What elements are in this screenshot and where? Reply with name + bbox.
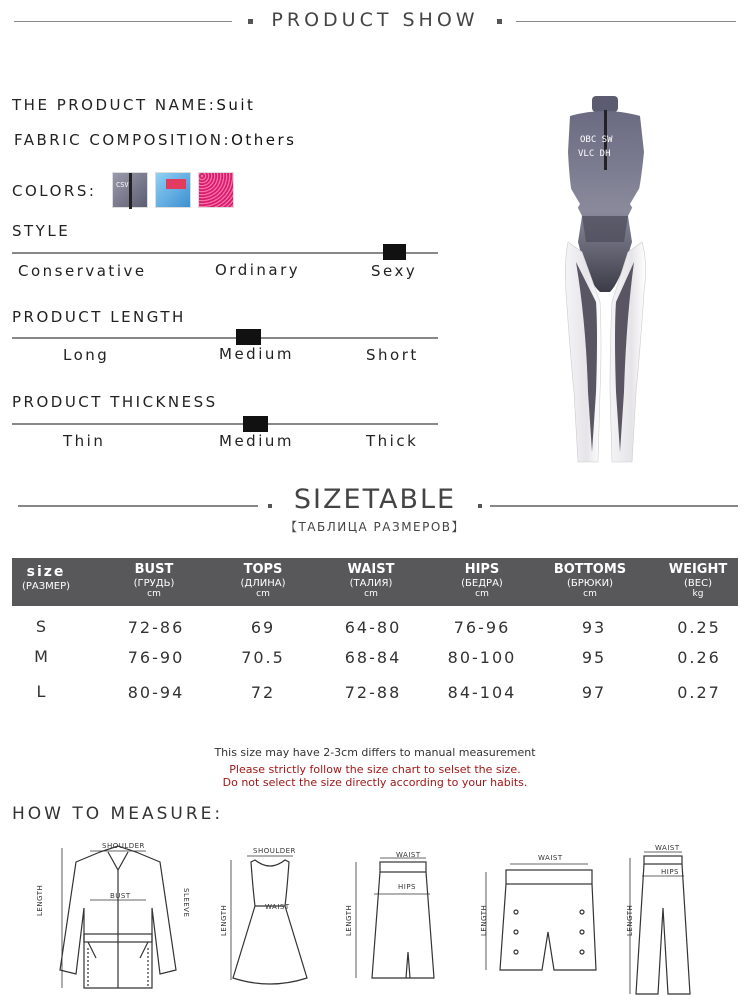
dress-shoulder-label: SHOULDER [253, 847, 296, 855]
cell-tops: 69 [250, 618, 276, 637]
colors-label: COLORS: [12, 182, 97, 200]
page-title: PRODUCT SHOW [271, 9, 479, 31]
cell-waist: 68-84 [344, 648, 402, 667]
cell-waist: 72-88 [344, 683, 402, 702]
size-warning-line1: Please strictly follow the size chart to selset the size. [229, 763, 521, 776]
jacket-shoulder-label: SHOULDER [102, 842, 145, 850]
product-name-value: Suit [216, 96, 256, 114]
col-header-bust [104, 558, 204, 606]
col-waist-ru: (ТАЛИЯ) [349, 578, 393, 589]
jacket-sleeve-label: SLEEVE [182, 888, 190, 918]
cell-size: M [34, 647, 50, 666]
fabric-value: Others [231, 131, 297, 149]
style-option-sexy: Sexy [371, 262, 418, 280]
dress-length-label: LENGTH [220, 904, 228, 936]
cell-bottoms: 95 [581, 648, 607, 667]
col-header-bottoms [540, 558, 640, 606]
cell-bust: 80-94 [127, 683, 185, 702]
pants-hips-label: HIPS [661, 868, 679, 876]
skirt-hips-label: HIPS [398, 883, 416, 891]
col-bottoms-ru: (БРЮКИ) [566, 578, 614, 589]
col-tops-ru: (ДЛИНА) [240, 578, 286, 589]
fabric-label: FABRIC COMPOSITION: [14, 131, 232, 149]
thickness-option-thick: Thick [366, 432, 419, 450]
scale-line-style [12, 252, 438, 254]
shorts-length-label: LENGTH [480, 904, 488, 936]
color-swatch-pink[interactable] [198, 172, 234, 208]
jacket-bust-label: BUST [110, 892, 131, 900]
col-header-size [12, 558, 80, 606]
size-table-header [12, 558, 738, 606]
measurement-note: This size may have 2-3cm differs to manual measurement [214, 746, 536, 759]
sizetable-subtitle: 【ТАБЛИЦА РАЗМЕРОВ】 [284, 520, 466, 534]
product-name-label: THE PRODUCT NAME: [12, 96, 217, 114]
cell-bust: 72-86 [127, 618, 185, 637]
col-header-waist [321, 558, 421, 606]
jacket-diagram [48, 838, 198, 998]
length-option-short: Short [366, 346, 419, 364]
style-option-ordinary: Ordinary [215, 261, 301, 279]
col-size-ru: (РАЗМЕР) [21, 581, 71, 592]
jacket-length-label: LENGTH [36, 884, 44, 916]
col-header-hips [432, 558, 532, 606]
col-weight-ru: (ВЕС) [684, 578, 712, 589]
fabric-composition [14, 131, 296, 149]
scale-title-style: STYLE [12, 222, 71, 240]
scale-marker-length [236, 329, 261, 345]
thickness-option-thin: Thin [63, 432, 106, 450]
col-header-weight [652, 558, 744, 606]
col-hips-ru: (БЕДРА) [461, 578, 503, 589]
header-dot-right [497, 19, 502, 24]
thickness-option-medium: Medium [219, 432, 294, 450]
scale-marker-thickness [243, 416, 268, 432]
sizetable-title: SIZETABLE [293, 484, 457, 515]
col-waist-en: WAIST [347, 562, 395, 577]
col-hips-unit: cm [475, 589, 489, 599]
skirt-length-label: LENGTH [345, 904, 353, 936]
cell-tops: 72 [250, 683, 276, 702]
col-bust-en: BUST [134, 562, 174, 577]
col-bottoms-en: BOTTOMS [553, 562, 627, 577]
col-weight-unit: kg [692, 589, 704, 599]
col-bust-unit: cm [147, 589, 161, 599]
cell-tops: 70.5 [241, 648, 285, 667]
pants-waist-label: WAIST [655, 844, 680, 852]
length-option-long: Long [63, 346, 110, 364]
cell-hips: 80-100 [447, 648, 517, 667]
cell-bottoms: 97 [581, 683, 607, 702]
col-weight-en: WEIGHT [668, 562, 728, 577]
svg-text:VLC DH: VLC DH [578, 149, 611, 159]
color-swatch-gray[interactable]: CSV [112, 172, 148, 208]
cell-bottoms: 93 [581, 618, 607, 637]
scale-line-length [12, 337, 438, 339]
product-name [12, 96, 255, 114]
scale-title-length: PRODUCT LENGTH [12, 308, 186, 326]
cell-waist: 64-80 [344, 618, 402, 637]
dress-waist-label: WAIST [265, 903, 290, 911]
cell-bust: 76-90 [127, 648, 185, 667]
col-bust-ru: (ГРУДЬ) [133, 578, 175, 589]
skirt-waist-label: WAIST [396, 851, 421, 859]
scale-marker-style [383, 244, 406, 260]
size-warning [0, 763, 750, 789]
color-swatch-blue[interactable] [155, 172, 191, 208]
col-tops-en: TOPS [243, 562, 283, 577]
header-line-right [516, 21, 736, 22]
svg-text:OBC SW: OBC SW [580, 135, 613, 145]
style-option-conservative: Conservative [18, 262, 147, 280]
col-tops-unit: cm [256, 589, 270, 599]
sizetable-line-right [490, 505, 738, 507]
size-warning-line2: Do not select the size directly according to your habits. [222, 776, 528, 789]
cell-weight: 0.25 [677, 618, 721, 637]
shorts-waist-label: WAIST [538, 854, 563, 862]
col-hips-en: HIPS [464, 562, 500, 577]
pants-length-label: LENGTH [626, 904, 634, 936]
how-to-measure-title: HOW TO MEASURE: [12, 804, 224, 824]
length-option-medium: Medium [219, 345, 294, 363]
product-image [540, 92, 670, 472]
cell-size: L [36, 682, 48, 701]
col-bottoms-unit: cm [583, 589, 597, 599]
dress-diagram [225, 850, 315, 990]
scale-title-thickness: PRODUCT THICKNESS [12, 393, 218, 411]
skirt-diagram [350, 852, 450, 992]
cell-hips: 84-104 [447, 683, 517, 702]
scale-line-thickness [12, 423, 438, 425]
cell-hips: 76-96 [453, 618, 511, 637]
shorts-diagram [480, 852, 610, 982]
sizetable-dot-right [478, 504, 482, 508]
col-waist-unit: cm [364, 589, 378, 599]
col-header-tops [213, 558, 313, 606]
cell-weight: 0.27 [677, 683, 721, 702]
col-size-en: size [26, 564, 66, 580]
cell-weight: 0.26 [677, 648, 721, 667]
cell-size: S [35, 617, 49, 636]
